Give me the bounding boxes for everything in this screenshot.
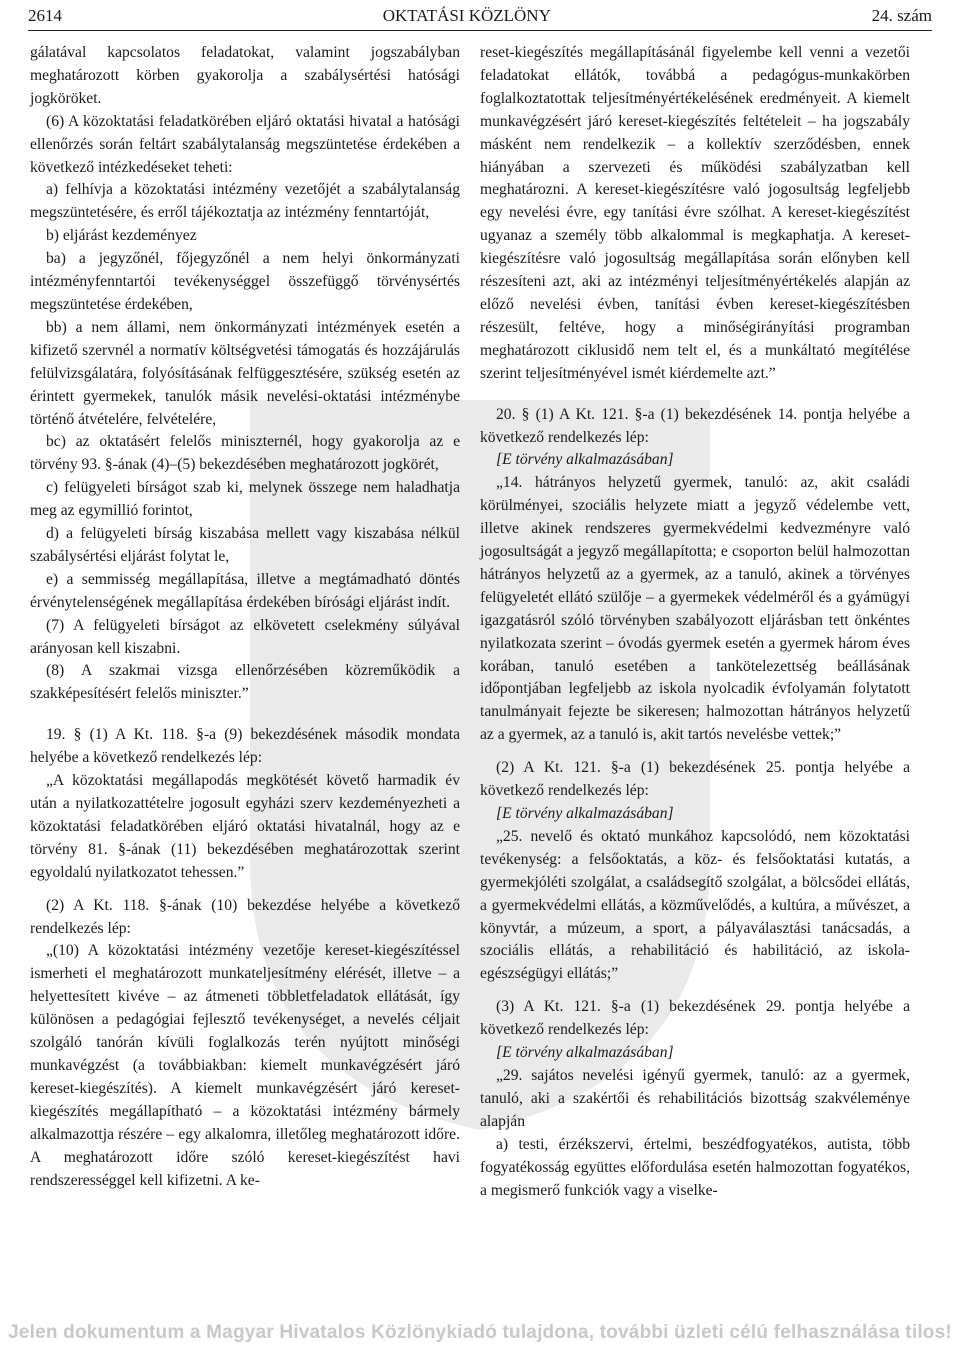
list-item: d) a felügyeleti bírság kiszabása mellett vagy kiszabása nélkül szabálysértési eljárást folytat le, (30, 525, 460, 565)
context-line: [E törvény alkalmazásában] (496, 451, 674, 469)
list-item: a) felhívja a közoktatási intézmény vezetőjét a szabálytalanság megszüntetésére, és erről tájékoztatja az intézmény fenntartóját, (30, 181, 460, 222)
paragraph: gálatával kapcsolatos feladatokat, valamint jogszabályban meghatározott körben gyakorolja a szabálysértési hatósági jogköröket. (30, 44, 460, 107)
paragraph: reset-kiegészítés megállapításánál figyelembe kell venni a vezetői feladatokat ellátók, továbbá a pedagógus-munkakörben foglalkoztatottak teljesítményértékelésének eredményeit. A kiemelt munkavégzésért járó kereset-kiegészítés feltételeit – ha jogszabály másként nem rendelkezik – a kollektív szerződésben, ennek hiányában a szervezeti és működési szabályzatban kell meghatározni. A kereset-kiegészítésre való jogosultság legfeljebb egy nevelési évre, egy tanítási évre szólhat. A kereset-kiegészítést ugyanaz a személy több alkalommal is megkaphatja. A kereset-kiegészítésre való jogosultság megállapítása során előnyben kell részesíteni azt, aki az intézményi teljesítményértékelés alapján az előző nevelési évben, tanítási évben kereset-kiegészítésben részesült, feltéve, hogy a minőségirányítási programban meghatározott ciklusidő nem telt el, és a munkáltató megítélése szerint teljesítményével ismét kiérdemelte azt.” (480, 44, 910, 382)
quoted-paragraph: „25. nevelő és oktató munkához kapcsolódó, nem közoktatási tevékenység: a felsőoktatás, a köz- és felsőoktatási kutatás, a gyermekjóléti szolgálat, a családsegítő szolgálat, a bölcsődei ellátás, a gyermekvédelmi ellátás, a közművelődés, a kultúra, a művészet, a könyvtár, a múzeum, a sport, a pályaválasztási tanácsadás, a szociális ellátás, a rehabilitáció és habilitáció, az iskola-egészségügyi ellátás;” (480, 827, 910, 983)
list-item: a) testi, érzékszervi, értelmi, beszédfogyatékos, autista, több fogyatékosság együttes előfordulása esetén halmozottan fogyatékos, a megismerő funkciók vagy a viselke- (480, 1135, 910, 1199)
list-item: e) a semmisség megállapítása, illetve a megtámadható döntés érvénytelenségének megállapítása érdekében bírósági eljárást indít. (30, 570, 460, 611)
context-line: [E törvény alkalmazásában] (496, 1044, 674, 1062)
left-column (30, 42, 460, 1192)
quoted-paragraph: „(10) A közoktatási intézmény vezetője kereset-kiegészítéssel ismerheti el meghatározott munkateljesítmény elérését, illetve – a helyettesített kivéve – az átmeneti többletfeladatok ellátását, így különösen a pedagógiai fejlesztő tevékenységet, a nevelés céljait szolgáló tanórán kívüli foglalkozás terén nyújtott minőségi munkavégzést (a továbbiakban: kiemelt munkavégzésért járó kereset-kiegészítés). A kiemelt munkavégzésért járó kereset-kiegészítés megállapítható – a közoktatási intézmény bármely alkalmazottja részére – egy alkalomra, illetőleg meghatározott időre. A meghatározott időre szóló kereset-kiegészítést havi rendszerességgel kell kifizetni. A ke- (30, 942, 460, 1189)
context-line: [E törvény alkalmazásában] (496, 805, 674, 822)
quoted-paragraph: „14. hátrányos helyzetű gyermek, tanuló: az, akit családi körülményei, szociális helyzete miatt a jegyző védelembe vett, illetve akinek rendszeres gyermekvédelmi kedvezményre való jogosultságát a jegyző megállapította; e csoporton belül halmozottan hátrányos helyzetű az a gyermek, az a tanuló, akinek a törvényes felügyeletét ellátó szülője – a gyermekek védelméről és a gyámügyi igazgatásról szóló törvényben szabályozott eljárásban tett önkéntes nyilatkozata szerint – óvodás gyermek esetén a gyermek három éves korában, tanuló esetében a tankötelezettség beállásának időpontjában legfeljebb az iskola nyolcadik évfolyamán folytatott tanulmányait fejezte be sikeresen; halmozottan hátrányos helyzetű az a gyermek, az a tanuló is, akit tartós nevelésbe vettek;” (480, 474, 910, 744)
paragraph: (7) A felügyeleti bírságot az elkövetett cselekmény súlyával arányosan kell kiszabni. (30, 616, 460, 657)
page-header (28, 6, 932, 31)
paragraph: (8) A szakmai vizsga ellenőrzésében közreműködik a szakképesítésért felelős miniszter.” (30, 662, 460, 703)
section-paragraph: 20. § (1) A Kt. 121. §-a (1) bekezdésének 14. pontja helyébe a következő rendelkezés lép: (480, 405, 910, 446)
section-paragraph: 19. § (1) A Kt. 118. §-a (9) bekezdésének második mondata helyébe a következő rendelkezés lép: (30, 726, 460, 767)
page-number: 2614 (28, 6, 62, 25)
issue-number: 24. szám (871, 6, 932, 25)
publication-title: OKTATÁSI KÖZLÖNY (382, 6, 551, 25)
list-item: bc) az oktatásért felelős miniszternél, hogy gyakorolja az e törvény 93. §-ának (4)–(5) bekezdésében meghatározott jogkörét, (30, 433, 460, 474)
list-item: b) eljárást kezdeményez (46, 227, 197, 245)
paragraph: (2) A Kt. 118. §-ának (10) bekezdése helyébe a következő rendelkezés lép: (30, 896, 460, 937)
list-item: bb) a nem állami, nem önkormányzati intézmények esetén a kifizető szervnél a normatív költségvetési támogatás és hozzájárulás felülvizsgálatára, folyósításának felfüggesztésére, szükség esetén az érintett gyermekek, tanulók másik nevelési-oktatási intézménybe történő átvételére, felvételére, (30, 318, 460, 428)
list-item: ba) a jegyzőnél, főjegyzőnél a nem helyi önkormányzati intézményfenntartói tevékenységgel összefüggő törvénysértés megszüntetése érdekében, (30, 250, 460, 313)
quoted-paragraph: „A közoktatási megállapodás megkötését követő harmadik év után a nyilatkozattételre jogosult egyházi szerv kezdeményezheti a közoktatási feladatkörében eljáró oktatási hivatalnál, hogy az e törvény 81. §-ának (11) bekezdésében meghatározottak szerint egyoldalú nyilatkozatot tehessen.” (30, 772, 460, 881)
list-item: c) felügyeleti bírságot szab ki, melynek összege nem haladhatja meg az egymillió forintot, (30, 479, 460, 520)
paragraph: (3) A Kt. 121. §-a (1) bekezdésének 29. pontja helyébe a következő rendelkezés lép: (480, 998, 910, 1039)
right-column (480, 42, 910, 1202)
quoted-paragraph: „29. sajátos nevelési igényű gyermek, tanuló: az a gyermek, tanuló, aki a szakértői és rehabilitációs bizottság szakvéleménye alapján (480, 1066, 910, 1130)
paragraph: (2) A Kt. 121. §-a (1) bekezdésének 25. pontja helyébe a következő rendelkezés lép: (480, 759, 910, 800)
footer-notice: Jelen dokumentum a Magyar Hivatalos Közlönykiadó tulajdona, további üzleti célú felhasználása tilos! (8, 1322, 952, 1343)
paragraph: (6) A közoktatási feladatkörében eljáró oktatási hivatal a hatósági ellenőrzés során feltárt szabálytalanság megszüntetése érdekében a következő intézkedéseket teheti: (30, 112, 460, 176)
